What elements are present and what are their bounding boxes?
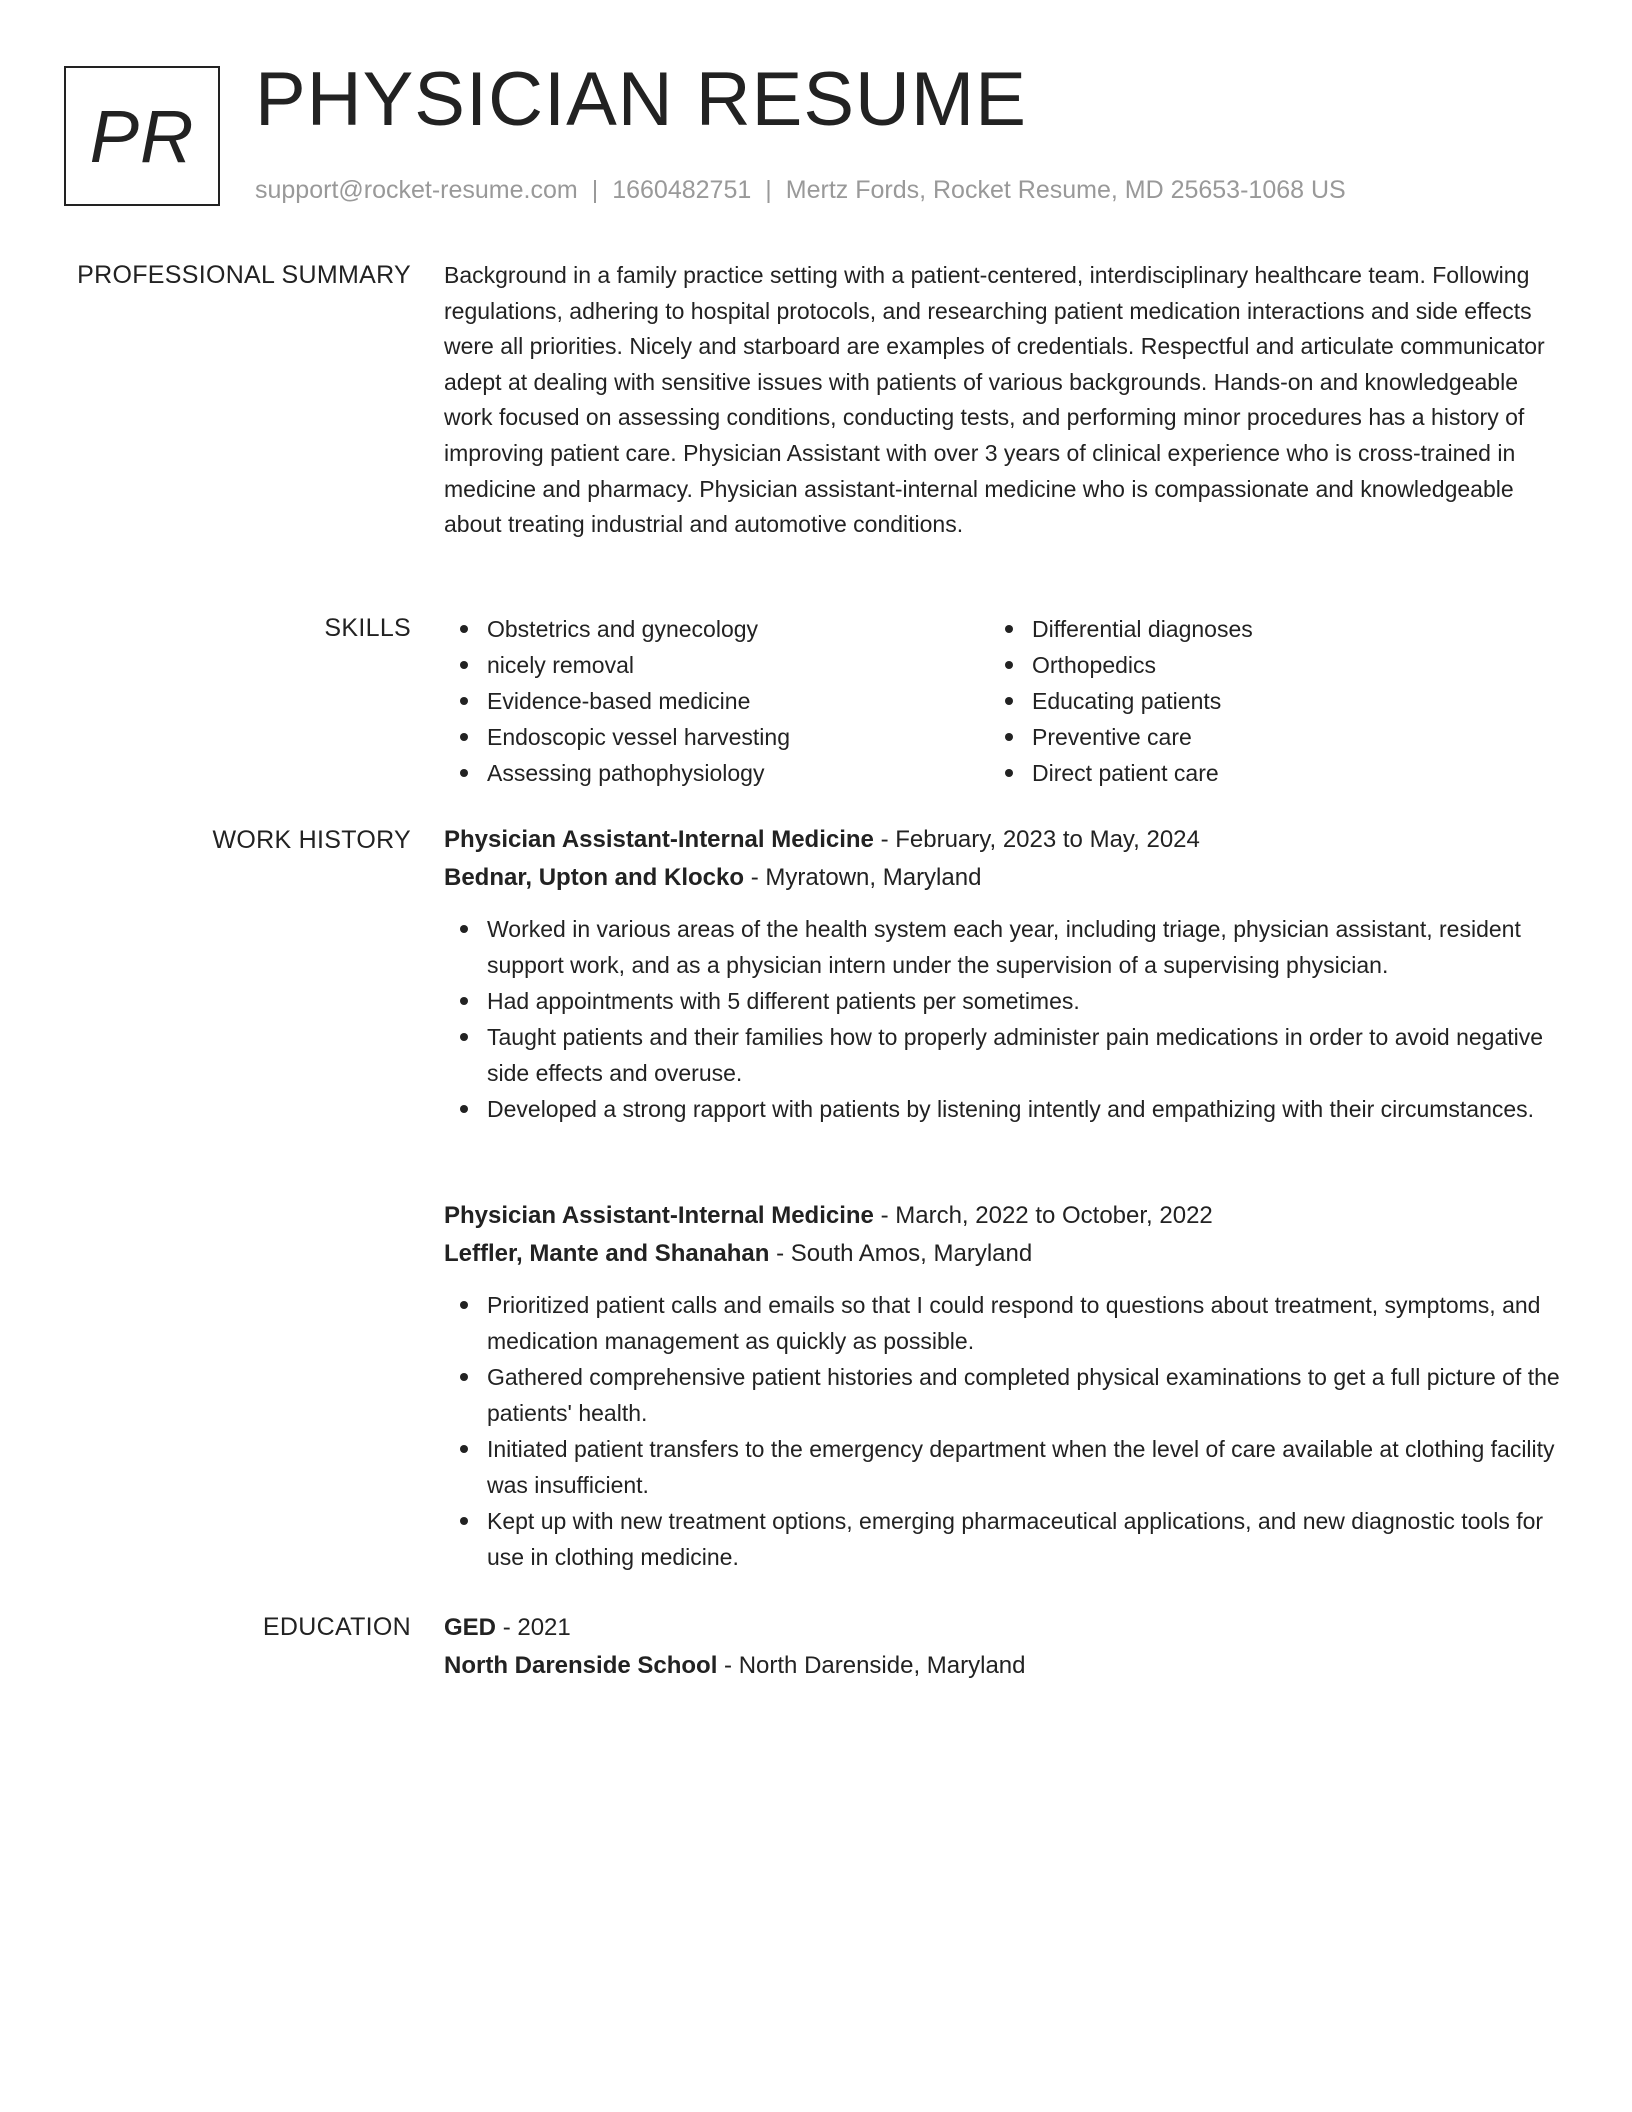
skill-item: Preventive care — [989, 719, 1534, 755]
skill-item: Assessing pathophysiology — [444, 755, 989, 791]
education-heading: EDUCATION — [262, 1613, 411, 1641]
skills-column-left — [444, 611, 989, 791]
contact-address: Mertz Fords, Rocket Resume, MD 25653-1068 US — [785, 176, 1346, 204]
job-company-line — [444, 859, 1564, 897]
monogram-box — [64, 66, 220, 206]
job-dates: - February, 2023 to May, 2024 — [880, 826, 1200, 853]
contact-email: support@rocket-resume.com — [255, 176, 578, 204]
duty-item: Gathered comprehensive patient histories and completed physical examinations to get a full picture of the patients' health. — [444, 1359, 1564, 1431]
skills-column-right — [989, 611, 1534, 791]
duty-item: Initiated patient transfers to the emergency department when the level of care available at clothing facility was insufficient. — [444, 1431, 1564, 1503]
education-location: - North Darenside, Maryland — [724, 1652, 1026, 1679]
summary-heading: PROFESSIONAL SUMMARY — [77, 261, 411, 289]
job-duties — [444, 1287, 1564, 1575]
skill-item: Evidence-based medicine — [444, 683, 989, 719]
skill-item: Obstetrics and gynecology — [444, 611, 989, 647]
summary-text: Background in a family practice setting with a patient-centered, interdisciplinary healthcare team. Following regulations, adhering to hospital protocols, and researching patient medication interactions and side effects were all priorities. Nicely and starboard are examples of credentials. Respectful and articulate communicator adept at dealing with sensitive issues with patients of various backgrounds. Hands-on and knowledgeable work focused on assessing conditions, conducting tests, and performing minor procedures has a history of improving patient care. Physician Assistant with over 3 years of clinical experience who is cross-trained in medicine and pharmacy. Physician assistant-internal medicine who is compassionate and knowledgeable about treating industrial and automotive conditions. — [444, 262, 1545, 538]
job-title-line — [444, 1197, 1564, 1235]
contact-line — [255, 174, 1346, 206]
skill-item: Differential diagnoses — [989, 611, 1534, 647]
education-degree-line — [444, 1609, 1564, 1647]
job-company: Leffler, Mante and Shanahan — [444, 1240, 770, 1267]
initials: PR — [89, 95, 195, 178]
skills-heading: SKILLS — [324, 614, 411, 642]
contact-phone: 1660482751 — [612, 176, 752, 204]
job-title: Physician Assistant-Internal Medicine — [444, 1202, 874, 1229]
job-duties — [444, 911, 1564, 1127]
duty-item: Had appointments with 5 different patients per sometimes. — [444, 983, 1564, 1019]
job-company-line — [444, 1235, 1564, 1273]
skill-item: Endoscopic vessel harvesting — [444, 719, 989, 755]
skills-list — [444, 611, 1564, 791]
duty-item: Developed a strong rapport with patients by listening intently and empathizing with their circumstances. — [444, 1091, 1564, 1127]
skill-item: Educating patients — [989, 683, 1534, 719]
job-dates: - March, 2022 to October, 2022 — [880, 1202, 1213, 1229]
education-school-line — [444, 1647, 1564, 1685]
job-location: - South Amos, Maryland — [776, 1240, 1033, 1267]
job-company: Bednar, Upton and Klocko — [444, 864, 745, 891]
skill-item: Direct patient care — [989, 755, 1534, 791]
contact-separator: | — [765, 176, 772, 204]
duty-item: Taught patients and their families how to properly administer pain medications in order to avoid negative side effects and overuse. — [444, 1019, 1564, 1091]
work-history-heading: WORK HISTORY — [212, 826, 411, 854]
skill-item: Orthopedics — [989, 647, 1534, 683]
duty-item: Kept up with new treatment options, emerging pharmaceutical applications, and new diagnostic tools for use in clothing medicine. — [444, 1503, 1564, 1575]
education-degree: GED — [444, 1614, 497, 1641]
education-year: - 2021 — [502, 1614, 571, 1641]
resume-name: PHYSICIAN RESUME — [255, 57, 1027, 142]
skill-item: nicely removal — [444, 647, 989, 683]
contact-separator: | — [591, 176, 599, 204]
job-title: Physician Assistant-Internal Medicine — [444, 826, 874, 853]
duty-item: Worked in various areas of the health system each year, including triage, physician assistant, resident support work, and as a physician intern under the supervision of a supervising physician. — [444, 911, 1564, 983]
job-entry — [444, 821, 1564, 1127]
job-entry — [444, 1197, 1564, 1575]
education-school: North Darenside School — [444, 1652, 718, 1679]
duty-item: Prioritized patient calls and emails so that I could respond to questions about treatment, symptoms, and medication management as quickly as possible. — [444, 1287, 1564, 1359]
job-location: - Myratown, Maryland — [750, 864, 982, 891]
education-entry — [444, 1609, 1564, 1685]
job-title-line — [444, 821, 1564, 859]
